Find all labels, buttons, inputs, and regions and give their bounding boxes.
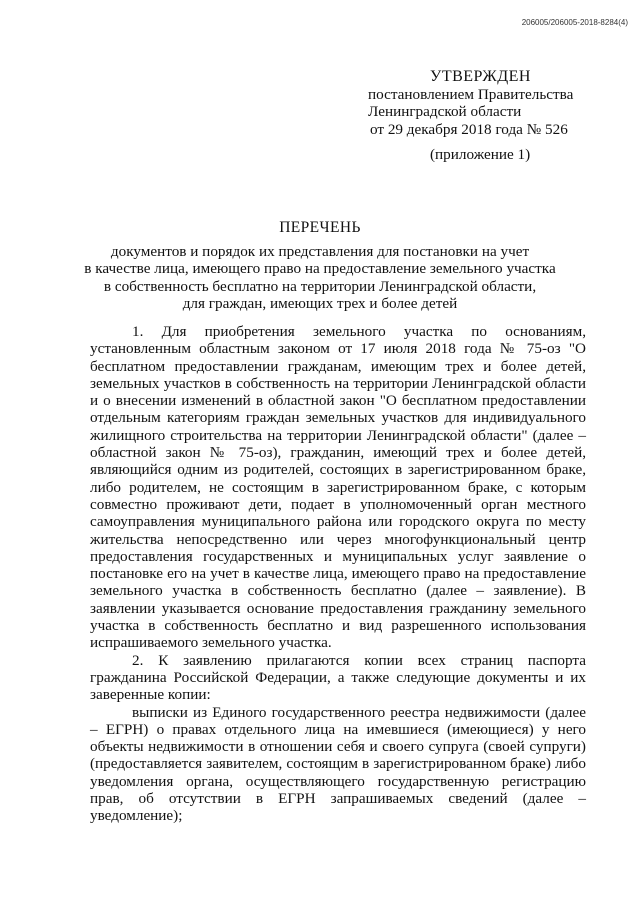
approval-line-1: постановлением Правительства: [368, 85, 574, 103]
document-id: 206005/206005-2018-8284(4): [521, 18, 628, 27]
document-title: ПЕРЕЧЕНЬ: [279, 219, 361, 236]
paragraph-1: 1. Для приобретения земельного участка по основаниям, установленным областным законом от 17 июля 2018 года № 75-оз "О бесплатном предоставлении гражданам, имеющим трех и более детей, земельных участков в собственность на территории Ленинградской области и о внесении изменений в областной закон "О бесплатном предоставлении отдельным категориям граждан земельных участков для индивидуального жилищного строительства на территории Ленинградской области" (далее – областной закон № 75-оз), гражданин, имеющий трех и более детей, являющийся одним из родителей, состоящих в зарегистрированном браке, либо родителем, не состоящим в зарегистрированном браке, с которым совместно проживают дети, подает в уполномоченный орган местного самоуправления муниципального района или городского округа по месту жительства непосредственно или через многофункциональный центр предоставления государственных и муниципальных услуг заявление о постановке его на учет в качестве лица, имеющего право на предоставление земельного участка в собственность бесплатно (далее – заявление). В заявлении указывается основание предоставления гражданину земельного участка в собственность бесплатно и вид разрешенного использования испрашиваемого земельного участка.: [90, 323, 586, 652]
paragraph-3: выписки из Единого государственного реестра недвижимости (далее – ЕГРН) о правах отдельного лица на имевшиеся (имеющиеся) у него объекты недвижимости в отношении себя и своего супруга (своей супруги) (предоставляется заявителем, состоящим в зарегистрированном браке) либо уведомления органа, осуществляющего государственную регистрацию прав, об отсутствии в ЕГРН запрашиваемых сведений (далее – уведомление);: [90, 703, 586, 825]
heading-line-1: документов и порядок их представления для постановки на учет: [110, 242, 530, 260]
document-heading: [40, 219, 600, 313]
approval-line-3: от 29 декабря 2018 года № 526: [370, 120, 568, 138]
heading-line-4: для граждан, имеющих трех и более детей: [182, 295, 458, 313]
heading-line-2: в качестве лица, имеющего право на предоставление земельного участка: [84, 260, 556, 278]
approval-stamp: [368, 68, 628, 164]
document-body: [90, 323, 586, 825]
approval-title: УТВЕРЖДЕН: [430, 68, 531, 85]
heading-line-3: в собственность бесплатно на территории Ленинградской области,: [103, 277, 537, 295]
approval-annex: (приложение 1): [430, 146, 531, 163]
paragraph-2: 2. К заявлению прилагаются копии всех страниц паспорта гражданина Российской Федерации, а также следующие документы и их заверенные копии:: [90, 651, 586, 704]
approval-line-2: Ленинградской области: [368, 103, 522, 120]
